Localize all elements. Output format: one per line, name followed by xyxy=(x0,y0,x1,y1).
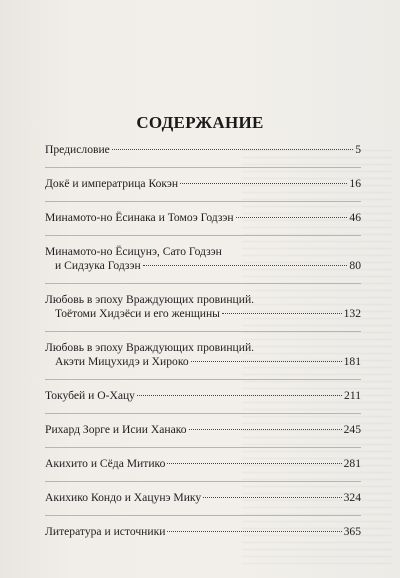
toc-entry xyxy=(45,245,361,273)
dot-leader xyxy=(189,429,342,430)
toc-entry xyxy=(45,341,361,369)
dot-leader xyxy=(222,313,342,314)
toc-page-number: 245 xyxy=(343,423,361,436)
toc-page-number: 365 xyxy=(343,525,361,538)
toc-page-number: 324 xyxy=(343,491,361,504)
toc-entry xyxy=(45,457,361,471)
toc-page-number: 46 xyxy=(349,211,361,224)
divider xyxy=(45,379,361,380)
toc-entry-text: Предисловие xyxy=(45,143,110,156)
toc-entry xyxy=(45,525,361,539)
toc-entry xyxy=(45,389,361,403)
dot-leader xyxy=(137,395,342,396)
toc-entry-text: Акихито и Сёда Митико xyxy=(45,457,166,470)
toc-entry xyxy=(45,423,361,437)
divider xyxy=(45,413,361,414)
toc-page-number: 132 xyxy=(343,307,361,320)
dot-leader xyxy=(180,183,347,184)
dot-leader xyxy=(143,265,348,266)
toc-entry xyxy=(45,293,361,321)
toc-entry-text: Любовь в эпоху Враждующих провинций. xyxy=(45,293,255,306)
toc-entry-text: Минамото-но Ёсицунэ, Сато Годзэн xyxy=(45,245,222,258)
dot-leader xyxy=(191,361,342,362)
divider xyxy=(45,331,361,332)
divider xyxy=(45,283,361,284)
toc-page-number: 211 xyxy=(344,389,361,402)
divider xyxy=(45,167,361,168)
dot-leader xyxy=(203,497,341,498)
dot-leader xyxy=(236,217,348,218)
toc-entry xyxy=(45,143,361,157)
dot-leader xyxy=(167,463,341,464)
toc-entry xyxy=(45,491,361,505)
toc-page-number: 80 xyxy=(349,259,361,272)
table-of-contents xyxy=(45,143,361,549)
toc-page-number: 5 xyxy=(355,143,361,156)
toc-entry-text: Токубей и О-Хацу xyxy=(45,389,135,402)
toc-entry-text: и Сидзука Годзэн xyxy=(55,259,141,272)
toc-entry-text: Тоётоми Хидэёси и его женщины xyxy=(55,307,220,320)
toc-entry-text: Докё и императрица Кокэн xyxy=(45,177,179,190)
toc-entry-text: Акихико Кондо и Хацунэ Мику xyxy=(45,491,202,504)
toc-entry xyxy=(45,177,361,191)
toc-entry-text: Рихард Зорге и Исии Ханако xyxy=(45,423,187,436)
divider xyxy=(45,235,361,236)
page-title: СОДЕРЖАНИЕ xyxy=(136,113,264,132)
divider xyxy=(45,481,361,482)
toc-page-number: 181 xyxy=(343,355,361,368)
divider xyxy=(45,201,361,202)
dot-leader xyxy=(167,531,341,532)
toc-entry-text: Любовь в эпоху Враждующих провинций. xyxy=(45,341,255,354)
divider xyxy=(45,515,361,516)
dot-leader xyxy=(112,149,353,150)
toc-page-number: 16 xyxy=(349,177,361,190)
toc-page-number: 281 xyxy=(343,457,361,470)
divider xyxy=(45,447,361,448)
toc-entry xyxy=(45,211,361,225)
toc-entry-text: Литература и источники xyxy=(45,525,166,538)
toc-entry-text: Акэти Мицухидэ и Хироко xyxy=(55,355,189,368)
toc-entry-text: Минамото-но Ёсинака и Томоэ Годзэн xyxy=(45,211,234,224)
